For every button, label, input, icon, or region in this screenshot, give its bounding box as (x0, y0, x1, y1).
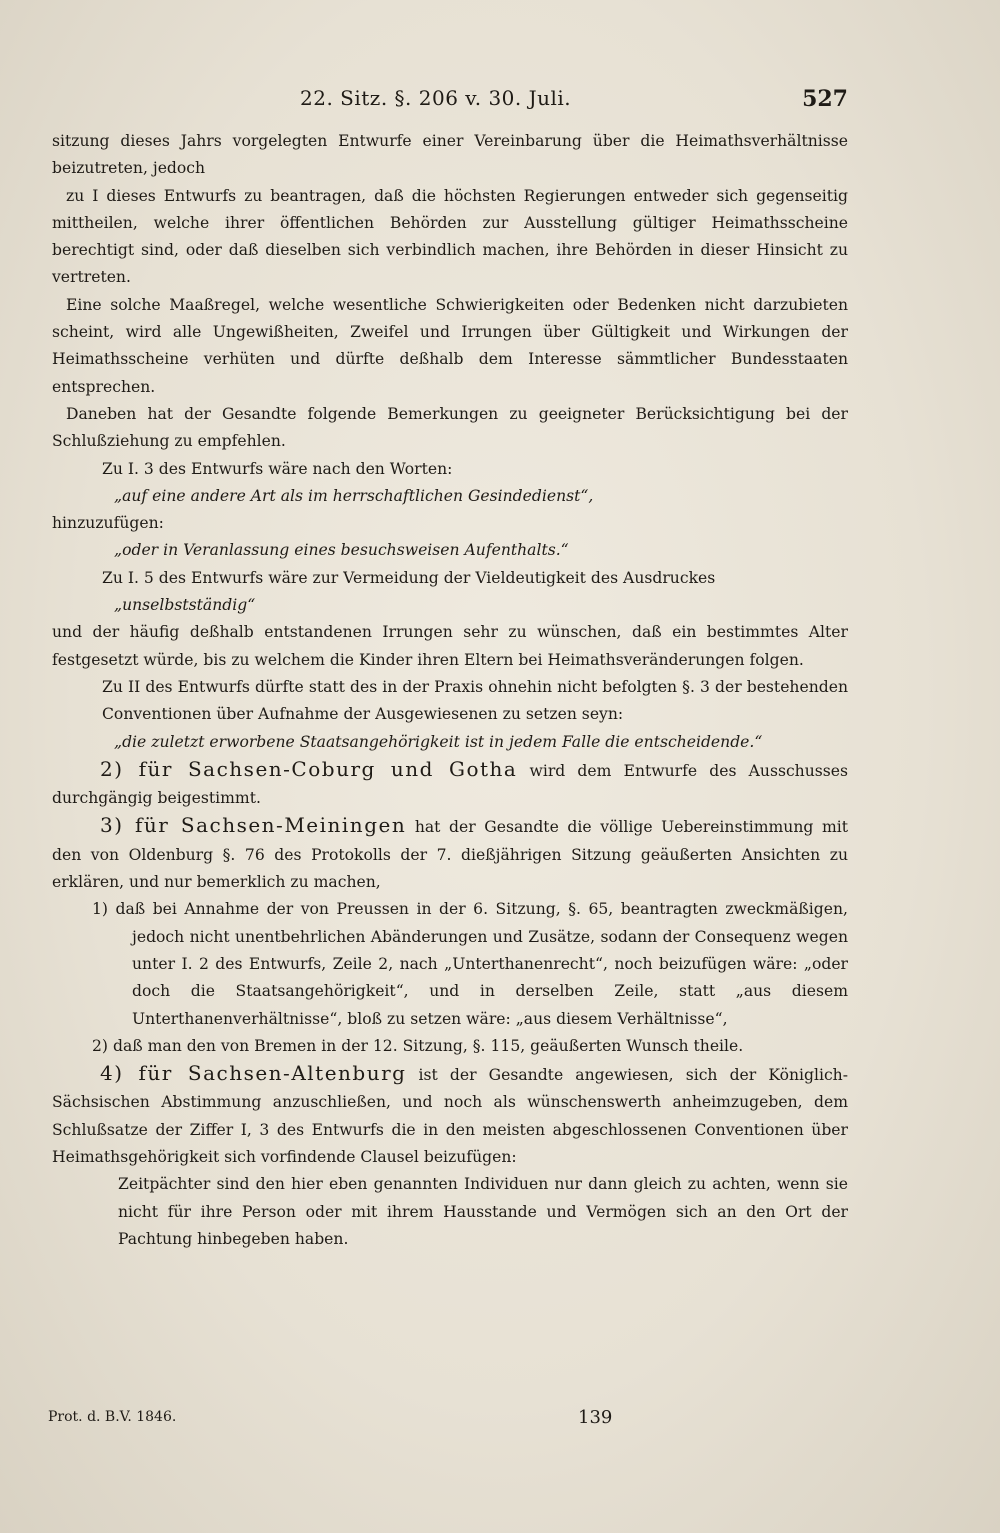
footer-citation: Prot. d. B.V. 1846. (48, 1409, 177, 1425)
section-3 (52, 812, 848, 896)
paragraph: und der häufig deßhalb entstandenen Irrungen sehr zu wünschen, daß ein bestimmtes Alter festgesetzt würde, bis zu welchem die Kinder ihren Eltern bei Heimathsveränderungen folgen. (52, 623, 848, 669)
quote: „unselbstständig“ (114, 596, 256, 615)
section-4 (52, 1060, 848, 1171)
list-item: 2) daß man den von Bremen in der 12. Sitzung, §. 115, geäußerten Wunsch theile. (92, 1036, 744, 1055)
page-number: 527 (802, 86, 848, 112)
page-header (0, 86, 1000, 116)
section-2 (52, 756, 848, 813)
section-3-lead: 3) für Sachsen-Meiningen (100, 813, 407, 838)
paragraph: sitzung dieses Jahrs vorgelegten Entwurfe einer Vereinbarung über die Heimathsverhältnisse beizutreten, jedoch (52, 132, 848, 178)
page-footer (0, 1407, 1000, 1431)
section-4-lead: 4) für Sachsen-Altenburg (100, 1061, 407, 1086)
section-4-text: ist der Gesandte angewiesen, sich der Königlich-Sächsischen Abstimmung anzuschließen, und noch als wünschenswerth anheimzugeben, dem Schlußsatze der Ziffer I, 3 des Entwurfs die in den meisten abgeschlossenen Conventionen über Heimathsgehörigkeit sich vorfindende Clausel beizufügen: (52, 1066, 848, 1166)
list-item: 1) daß bei Annahme der von Preussen in der 6. Sitzung, §. 65, beantragten zweckmäßigen, jedoch nicht unentbehrlichen Abänderungen und Zusätze, sodann der Consequenz wegen unter I. 2 des Entwurfs, Zeile 2, nach „Unterthanenrecht“, noch beizufügen wäre: „oder doch die Staatsangehörigkeit“, und in derselben Zeile, statt „aus diesem Unterthanenverhältnisse“, bloß zu setzen wäre: „aus diesem Verhältnisse“, (92, 900, 848, 1028)
running-title: 22. Sitz. §. 206 v. 30. Juli. (300, 86, 572, 110)
quote: „oder in Veranlassung eines besuchsweisen Aufenthalts.“ (114, 541, 569, 560)
signature-mark: 139 (578, 1407, 613, 1428)
paragraph: Zu I. 3 des Entwurfs wäre nach den Worten: (102, 459, 453, 478)
paragraph: Eine solche Maaßregel, welche wesentliche Schwierigkeiten oder Bedenken nicht darzubieten scheint, wird alle Ungewißheiten, Zweifel und Irrungen über Gültigkeit und Wirkungen der Heimathsscheine verhüten und dürfte deßhalb dem Interesse sämmtlicher Bundesstaaten entsprechen. (52, 295, 848, 396)
quote: „auf eine andere Art als im herrschaftlichen Gesindedienst“, (114, 486, 594, 505)
paragraph: hinzuzufügen: (52, 514, 164, 533)
page-body (52, 128, 848, 1253)
section-2-lead: 2) für Sachsen-Coburg und Gotha (100, 756, 518, 781)
paragraph: Zu II des Entwurfs dürfte statt des in der Praxis ohnehin nicht befolgten §. 3 der bestehenden Conventionen über Aufnahme der Ausgewiesenen zu setzen seyn: (102, 677, 848, 724)
quote: Zeitpächter sind den hier eben genannten Individuen nur dann gleich zu achten, wenn sie nicht für ihre Person oder mit ihrem Hausstande und Vermögen sich an den Ort der Pachtung hinbegeben haben. (118, 1175, 848, 1248)
quote: „die zuletzt erworbene Staatsangehörigkeit ist in jedem Falle die entscheidende.“ (114, 732, 763, 751)
section-2-text: wird dem Entwurfe des Ausschusses durchgängig beigestimmt. (52, 761, 849, 808)
paragraph: Daneben hat der Gesandte folgende Bemerkungen zu geeigneter Berücksichtigung bei der Schlußziehung zu empfehlen. (52, 404, 848, 451)
paragraph: Zu I. 5 des Entwurfs wäre zur Vermeidung der Vieldeutigkeit des Ausdruckes (102, 568, 716, 587)
section-3-text: hat der Gesandte die völlige Uebereinstimmung mit den von Oldenburg §. 76 des Protokolls der 7. dießjährigen Sitzung geäußerten Ansichten zu erklären, und nur bemerklich zu machen, (52, 818, 848, 892)
paragraph: zu I dieses Entwurfs zu beantragen, daß die höchsten Regierungen entweder sich gegenseitig mittheilen, welche ihrer öffentlichen Behörden zur Ausstellung gültiger Heimathsscheine berechtigt sind, oder daß dieselben sich verbindlich machen, ihre Behörden in dieser Hinsicht zu vertreten. (52, 186, 848, 287)
